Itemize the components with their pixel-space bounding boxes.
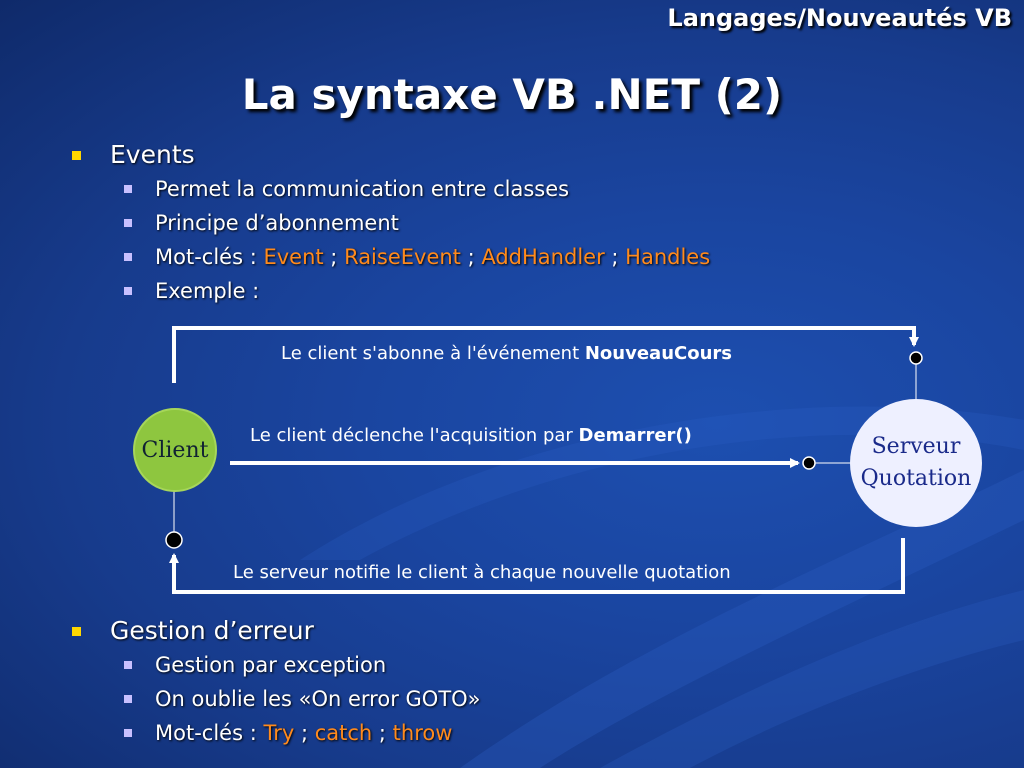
client-label: Client	[141, 437, 209, 463]
server-label-line2: Quotation	[860, 466, 972, 491]
notify-label: Le serveur notifie le client à chaque nouvelle quotation	[233, 562, 731, 583]
subscribe-event-name: NouveauCours	[584, 343, 732, 364]
keyword-try: Try	[263, 721, 295, 745]
start-method-name: Demarrer()	[578, 425, 692, 446]
start-label	[250, 425, 692, 446]
keyword-separator: ;	[323, 245, 345, 269]
page-title: La syntaxe VB .NET (2)	[241, 70, 783, 119]
notify-endpoint-dot	[166, 532, 182, 548]
server-label-line1: Serveur	[871, 434, 961, 459]
bullet-events: Events	[72, 138, 972, 172]
keywords-prefix: Mot-clés :	[155, 245, 264, 269]
keyword-raiseevent: RaiseEvent	[344, 245, 461, 269]
subscribe-endpoint-dot	[910, 352, 922, 364]
bullet-exemple: Exemple :	[122, 274, 972, 308]
keyword-throw: throw	[392, 721, 453, 745]
start-endpoint-dot	[803, 457, 815, 469]
bullet-on-error: On oublie les «On error GOTO»	[122, 682, 972, 716]
subscribe-label	[281, 343, 732, 364]
keyword-catch: catch	[314, 721, 373, 745]
bullet-gestion-erreur: Gestion d’erreur	[72, 614, 972, 648]
keyword-handles: Handles	[625, 245, 711, 269]
keyword-event: Event	[263, 245, 324, 269]
header-label: Langages/Nouveautés VB	[667, 4, 1012, 32]
keyword-addhandler: AddHandler	[481, 245, 605, 269]
bullet-abonnement: Principe d’abonnement	[122, 206, 972, 240]
server-node	[850, 399, 982, 527]
client-node	[133, 408, 217, 492]
keyword-separator: ;	[294, 721, 315, 745]
keyword-separator: ;	[460, 245, 482, 269]
error-section	[72, 614, 972, 750]
bullet-keywords-errors	[122, 716, 972, 750]
bullet-communication: Permet la communication entre classes	[122, 172, 972, 206]
keywords-prefix: Mot-clés :	[155, 721, 264, 745]
subscribe-text: Le client s'abonne à l'événement	[281, 343, 585, 364]
start-text: Le client déclenche l'acquisition par	[250, 425, 579, 446]
keyword-separator: ;	[372, 721, 393, 745]
keyword-separator: ;	[604, 245, 626, 269]
bullet-exception: Gestion par exception	[122, 648, 972, 682]
